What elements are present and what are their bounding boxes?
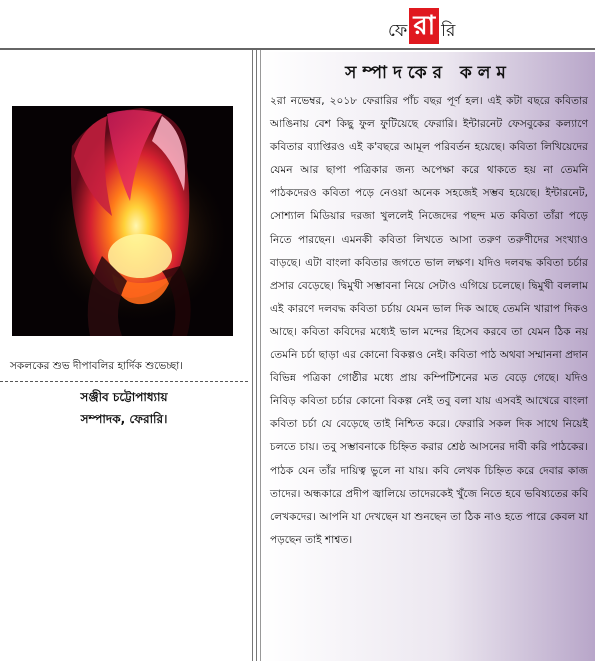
masthead	[0, 0, 595, 47]
caption-divider	[0, 381, 248, 382]
column-divider	[256, 50, 257, 661]
editor-name: সঞ্জীব চট্টোপাধ্যায়	[80, 390, 168, 404]
column-divider	[260, 50, 261, 661]
ferari-logo[interactable]	[388, 4, 455, 44]
editorial-title: সম্পাদকের কলম	[345, 63, 512, 83]
left-column	[0, 50, 252, 661]
sky-lantern-photo	[12, 106, 233, 336]
logo-red-mark: রা	[409, 8, 439, 44]
logo-suffix: রি	[441, 21, 456, 41]
editor-role: সম্পাদক, ফেরারি।	[80, 412, 168, 426]
editorial-panel	[262, 52, 595, 661]
editorial-body	[270, 90, 588, 552]
editorial-text: ২রা নভেম্বর, ২০১৮ ফেরারির পাঁচ বছর পূর্ণ হল। এই কটা বছরে কবিতার আঙিনায় বেশ কিছু ফুল ফুটিয়েছে ফেরারি। ইন্টারনেট ফেসবুকের কল্যাণে কবিতার ব্যাপ্তিরও এই ক'বছরে আমূল পরিবর্তন হয়েছে। কবিতা লিখিয়েদের যেমন আর ছাপা পত্রিকার জন্য অপেক্ষা করে থাকতে হয় না তেমনি পাঠকদেরও কবিতা পড়ে নেওয়া অনেক সহজেই সম্ভব হয়েছে। ইন্টারনেট, সোশ্যাল মিডিয়ার দরজা খুললেই নিজেদের পছন্দ মত কবিতা তাঁরা পড়ে নিতে পারছেন। এমনকী কবিতা লিখতে আসা তরুণ তরুণীদের সংখ্যাও বাড়ছে। এটা বাংলা কবিতার জগতে ভাল লক্ষণ। যদিও দলবদ্ধ কবিতা চর্চার প্রসার বেড়েছে। দ্বিমুখী সম্ভাবনা নিয়ে সেটাও এগিয়ে চলেছে। দ্বিমুখী বললাম এই কারণে দলবদ্ধ কবিতা চর্চায় যেমন ভাল দিক আছে তেমনি খারাপ দিকও আছে। কবিতা কবিদের মধ্যেই ভাল মন্দের হিসেব করবে তা যেমন ঠিক নয় তেমনি চর্চা ছাড়া এর কোনো বিকল্পও নেই। কবিতা পাঠ অথবা সম্মাননা প্রদান বিভিন্ন পত্রিকা গোষ্ঠীর মধ্যে প্রায় কম্পিটিশনের মত বেড়ে গেছে। যদিও নিবিড় কবিতা চর্চার কোনো বিকল্প নেই তবু বলা যায় এসবই আখেরে বাংলা কবিতা চর্চা যে বেড়েছে তাই নিশ্চিত করে। ফেরারি সকল দিক সাথে নিয়েই চলতে চায়। তবু সম্ভাবনাকে চিহ্নিত করার শ্রেষ্ঠ আসনের দাবী করি পাঠকের। পাঠক যেন তাঁর দায়িত্ব ভুলে না যায়। কবি লেখক চিহ্নিত করে দেবার কাজ তাদের। অন্ধকারে প্রদীপ জ্বালিয়ে তাদেরকেই খুঁজে নিতে হবে ভবিষ্যতের কবি লেখকদের। আপনি যা দেখছেন যা শুনছেন তা ঠিক নাও হতে পারে কেবল যা পড়ছেন তাই শাশ্বত।	[270, 95, 588, 546]
sky-lantern-image	[12, 106, 233, 336]
editor-signature	[0, 386, 248, 430]
diwali-greeting-caption: সকলকের শুভ দীপাবলির হার্দিক শুভেচ্ছা।	[10, 360, 184, 372]
column-divider	[252, 50, 253, 661]
logo-prefix: ফে	[388, 21, 408, 41]
